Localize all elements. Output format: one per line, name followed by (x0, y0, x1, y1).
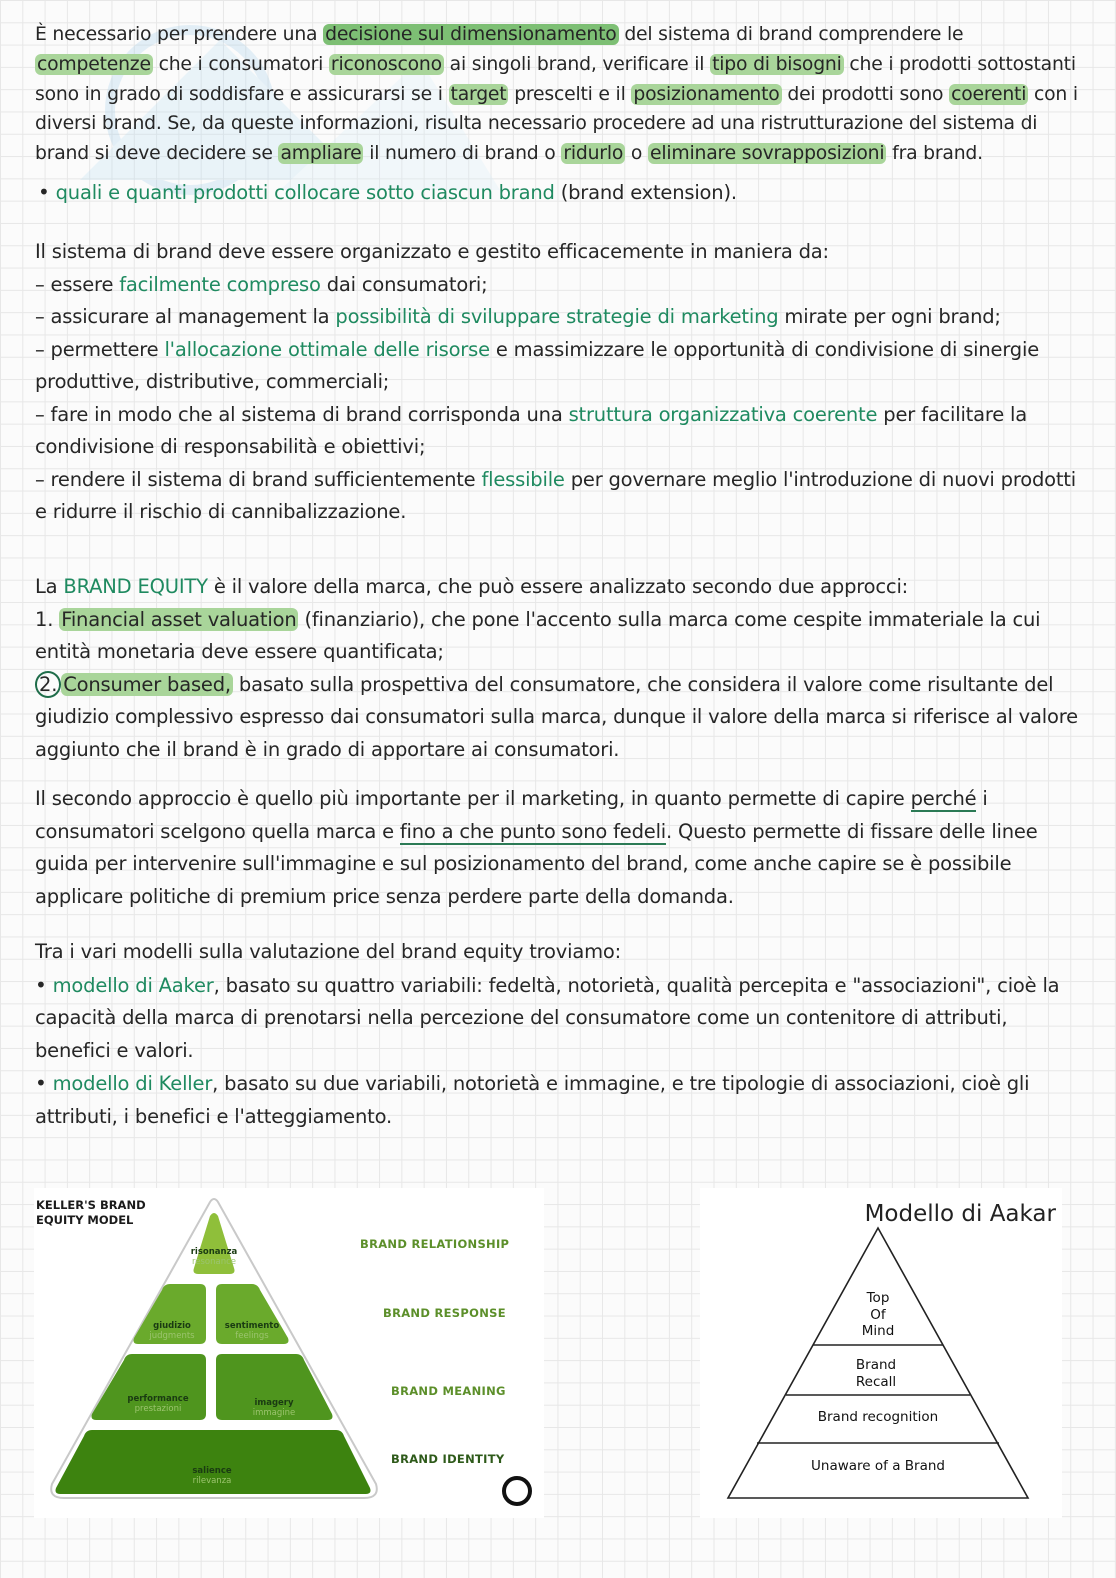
approach-item: 1. Financial asset valuation (finanziario), che pone l'accento sulla marca come cespite immateriale la cui entità monetaria deve essere quantificata; (35, 607, 1041, 663)
label-resonance: risonanza resonance (190, 1247, 238, 1267)
highlight-coerenti: coerenti (951, 83, 1027, 105)
paragraph-models: Tra i vari modelli sulla valutazione del brand equity troviamo: • modello di Aaker, basato su quattro variabili: fedeltà, notorietà, qualità percepita e "associazioni", cioè la capacità della marca di prenotarsi nella percezione del consumatore come un contenitore di attributi, benefici e valori. • modello di Keller, basato su due variabili, notorietà e immagine, e tre tipologie di associazioni, cioè gli attributi, i benefici e l'atteggiamento. (35, 936, 1085, 1133)
paragraph-second-approach: Il secondo approccio è quello più importante per il marketing, in quanto permette di capire perché i consumatori scelgono quella marca e fino a che punto sono fedeli. Questo permette di fissare delle linee guida per intervenire sull'immagine e sul posizionamento del brand, come anche capire se è possibile applicare politiche di premium price senza perdere parte della domanda. (35, 787, 1038, 908)
model-item-keller: • modello di Keller, basato su due variabili, notorietà e immagine, e tre tipologie di associazioni, cioè gli attributi, i benefici e l'atteggiamento. (35, 1071, 1030, 1128)
label-performance: performance prestazioni (127, 1394, 189, 1414)
highlight-posizionamento: posizionamento (633, 83, 780, 105)
bullet-brand-extension: • quali e quanti prodotti collocare sotto ciascun brand (brand extension). (38, 180, 737, 204)
level-brand-recall: Brand Recall (855, 1357, 897, 1390)
term-brand-equity: BRAND EQUITY (63, 575, 208, 598)
goal-item: – fare in modo che al sistema di brand corrisponda una struttura organizzativa coerente per facilitare la condivisione di responsabilità e obiettivi; (35, 402, 1028, 458)
level-top-of-mind: Top Of Mind (861, 1290, 895, 1339)
label-judgments: giudizio judgments (149, 1321, 195, 1341)
label-imagery: imagery immagine (252, 1398, 296, 1418)
highlight-sovrapposizioni: eliminare sovrapposizioni (649, 143, 885, 165)
level-unaware: Unaware of a Brand (811, 1458, 945, 1474)
underline-fedeli: fino a che punto sono fedeli (399, 819, 667, 843)
highlight-financial: Financial asset valuation (61, 607, 297, 631)
highlight-decision: decisione sul dimensionamento (325, 24, 617, 45)
paragraph-brand-equity: La BRAND EQUITY è il valore della marca, che può essere analizzato secondo due approcci: 1. Financial asset valuation (finanziario), che pone l'accento sulla marca come cespite immateriale la cui entità monetaria deve essere quantificata; 2. Consumer based, basato sulla prospettiva del consumatore, che considera il valore come risultante del giudizio complessivo espresso dai consumatori sulla marca, dunque il valore della marca si riferisce al valore aggiunto che il brand è in grado di apportare ai consumatori. (35, 571, 1085, 766)
highlight-ridurlo: ridurlo (563, 143, 624, 165)
level-brand-identity: BRAND IDENTITY (391, 1452, 505, 1466)
circled-number: 2. (35, 671, 61, 698)
highlight-consumer-based: Consumer based, (63, 672, 231, 696)
model-item-aaker: • modello di Aaker, basato su quattro variabili: fedeltà, notorietà, qualità percepita e "associazioni", cioè la capacità della marca di prenotarsi nella percezione del consumatore come un contenitore di attributi, benefici e valori. (35, 972, 1060, 1062)
level-brand-relationship: BRAND RELATIONSHIP (360, 1237, 510, 1251)
level-brand-meaning: BRAND MEANING (391, 1384, 506, 1398)
goal-item: – permettere l'allocazione ottimale delle risorse e massimizzare le opportunità di condivisione di sinergie produttive, distributive, commerciali; (35, 337, 1040, 393)
keller-figure-title: KELLER'S BRAND EQUITY MODEL (36, 1198, 146, 1227)
goal-item: – essere facilmente compreso dai consumatori; (35, 272, 488, 296)
highlight-tipo-bisogni: tipo di bisogni (712, 53, 842, 75)
approach-item: 2. Consumer based, basato sulla prospettiva del consumatore, che considera il valore come risultante del giudizio complessivo espresso dai consumatori sulla marca, dunque il valore della marca si riferisce al valore aggiunto che il brand è in grado di apportare ai consumatori. (35, 672, 1078, 761)
goal-item: – assicurare al management la possibilità di sviluppare strategie di marketing mirate per ogni brand; (35, 305, 1001, 328)
underline-perche: perché (910, 787, 977, 810)
highlight-ampliare: ampliare (280, 143, 362, 165)
goal-item: – rendere il sistema di brand sufficientemente flessibile per governare meglio l'introduzione di nuovi prodotti e ridurre il rischio di cannibalizzazione. (35, 467, 1076, 523)
label-salience: salience rilevanza (192, 1466, 232, 1486)
highlight-competenze: competenze (37, 53, 151, 75)
level-brand-recognition: Brand recognition (817, 1409, 939, 1425)
label-feelings: sentimento feelings (224, 1321, 280, 1341)
highlight-target: target (450, 83, 507, 105)
paragraph-brand-system-decision: È necessario per prendere una decisione sul dimensionamento del sistema di brand comprendere le competenze che i consumatori riconoscono ai singoli brand, verificare il tipo di bisogni che i prodotti sottostanti sono in grado di soddisfare e assicurarsi se i target prescelti e il posizionamento dei prodotti sono coerenti con i diversi brand. Se, da queste informazioni, risulta necessario procedere ad una ristrutturazione del sistema di brand si deve decidere se ampliare il numero di brand o ridurlo o eliminare sovrapposizioni fra brand. (35, 24, 1078, 165)
keller-brand-equity-figure (34, 1188, 544, 1518)
highlight-riconoscono: riconoscono (330, 53, 442, 75)
circle-mark (502, 1476, 532, 1506)
aakar-figure-title: Modello di Aakar (864, 1201, 1056, 1227)
paragraph-brand-system-goals: Il sistema di brand deve essere organizzato e gestito efficacemente in maniera da: – essere facilmente compreso dai consumatori; – assicurare al management la possibilità di sviluppare strategie di marketing mirate per ogni brand; – permettere l'allocazione ottimale delle risorse e massimizzare le opportunità di condivisione di sinergie produttive, distributive, commerciali; – fare in modo che al sistema di brand corrisponda una struttura organizzativa coerente per facilitare la condivisione di responsabilità e obiettivi; – rendere il sistema di brand sufficientemente flessibile per governare meglio l'introduzione di nuovi prodotti e ridurre il rischio di cannibalizzazione. (35, 236, 1085, 529)
aakar-model-figure (700, 1188, 1062, 1518)
level-brand-response: BRAND RESPONSE (383, 1306, 506, 1320)
